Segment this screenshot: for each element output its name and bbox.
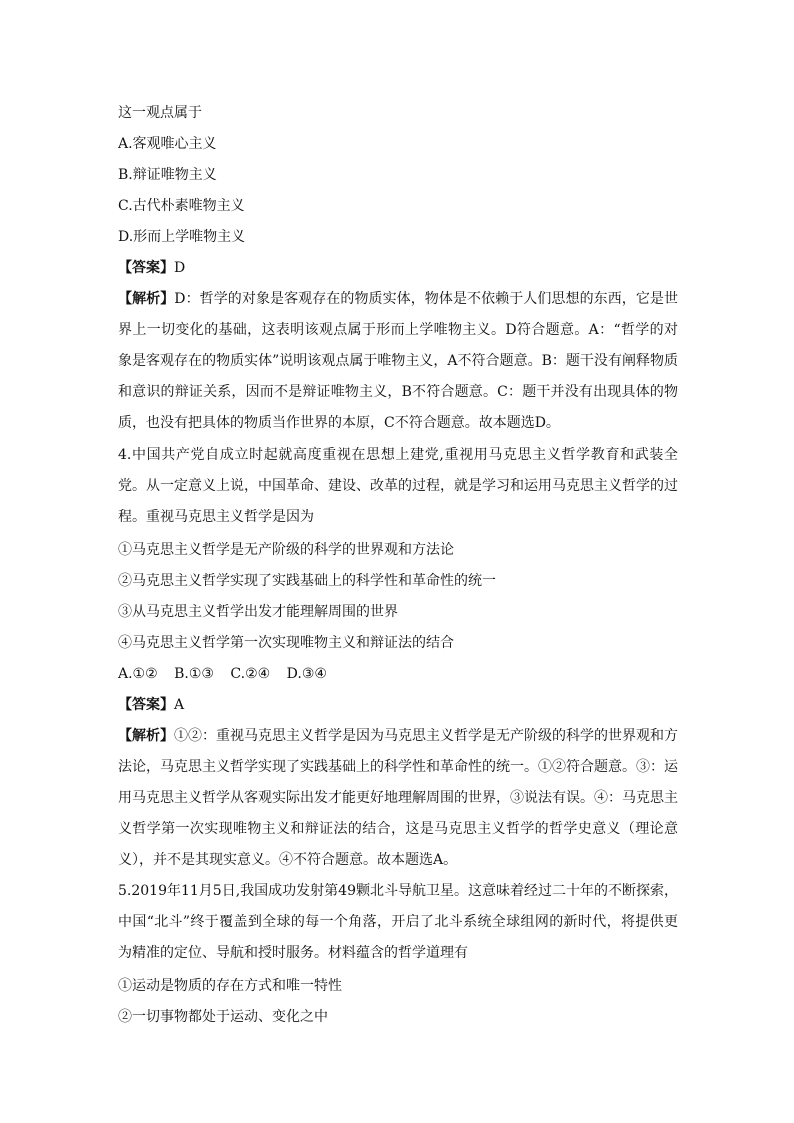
q4-choice-c: C.②④ <box>230 666 271 682</box>
answer-label: 【答案】 <box>118 697 174 713</box>
q4-choice-a: A.①② <box>118 666 158 682</box>
answer-label: 【答案】 <box>118 260 174 276</box>
q4-choice-b: B.①③ <box>174 666 214 682</box>
q4-answer <box>118 695 184 715</box>
q4-analysis <box>118 721 678 876</box>
analysis-label: 【解析】 <box>118 291 175 307</box>
q4-item-1: ①马克思主义哲学是无产阶级的科学的世界观和方法论 <box>118 542 454 558</box>
analysis-text: D：哲学的对象是客观存在的物质实体，物体是不依赖于人们思想的东西，它是世界上一切变化的基础，这表明该观点属于形而上学唯物主义。D符合题意。A：“哲学的对象是客观存在的物质实体”说明该观点属于唯物主义，A不符合题意。B：题干没有阐释物质和意识的辩证关系，因而不是辩证唯物主义，B不符合题意。C：题干并没有出现具体的物质，也没有把具体的物质当作世界的本原，C不符合题意。故本题选D。 <box>118 291 679 431</box>
q3-answer <box>118 258 185 278</box>
q4-item-2: ②马克思主义哲学实现了实践基础上的科学性和革命性的统一 <box>118 573 496 589</box>
q3-option-c: C.古代朴素唯物主义 <box>118 198 245 214</box>
q3-option-a: A.客观唯心主义 <box>118 136 217 152</box>
q3-stem-tail: 这一观点属于 <box>118 105 202 121</box>
q4-stem: 4.中国共产党自成立时起就高度重视在思想上建党,重视用马克思主义哲学教育和武装全党。从一定意义上说，中国革命、建设、改革的过程，就是学习和运用马克思主义哲学的过程。重视马克思主义哲学是因为 <box>118 447 678 525</box>
q4-item-3: ③从马克思主义哲学出发才能理解周围的世界 <box>118 604 398 620</box>
q3-option-b: B.辩证唯物主义 <box>118 167 217 183</box>
answer-value: D <box>174 260 186 276</box>
q3-analysis <box>118 284 678 439</box>
answer-value: A <box>174 697 185 713</box>
q4-item-4: ④马克思主义哲学第一次实现唯物主义和辩证法的结合 <box>118 635 454 651</box>
q3-option-d: D.形而上学唯物主义 <box>118 229 246 245</box>
q5-stem: 5.2019年11月5日,我国成功发射第49颗北斗导航卫星。这意味着经过二十年的不断探索，中国“北斗”终于覆盖到全球的每一个角落，开启了北斗系统全球组网的新时代，将提供更为精准的定位、导航和授时服务。材料蕴含的哲学道理有 <box>118 883 678 961</box>
q4-choice-d: D.③④ <box>286 666 327 682</box>
q5-item-1: ①运动是物质的存在方式和唯一特性 <box>118 978 342 994</box>
q5-item-2: ②一切事物都处于运动、变化之中 <box>118 1009 328 1025</box>
analysis-text: ①②：重视马克思主义哲学是因为马克思主义哲学是无产阶级的科学的世界观和方法论，马克思主义哲学实现了实践基础上的科学性和革命性的统一。①②符合题意。③：运用马克思主义哲学从客观实际出发才能更好地理解周围的世界，③说法有误。④：马克思主义哲学第一次实现唯物主义和辩证法的结合，这是马克思主义哲学的哲学史意义（理论意义），并不是其现实意义。④不符合题意。故本题选A。 <box>118 728 678 868</box>
q4-choices <box>118 664 327 684</box>
analysis-label: 【解析】 <box>118 728 174 744</box>
